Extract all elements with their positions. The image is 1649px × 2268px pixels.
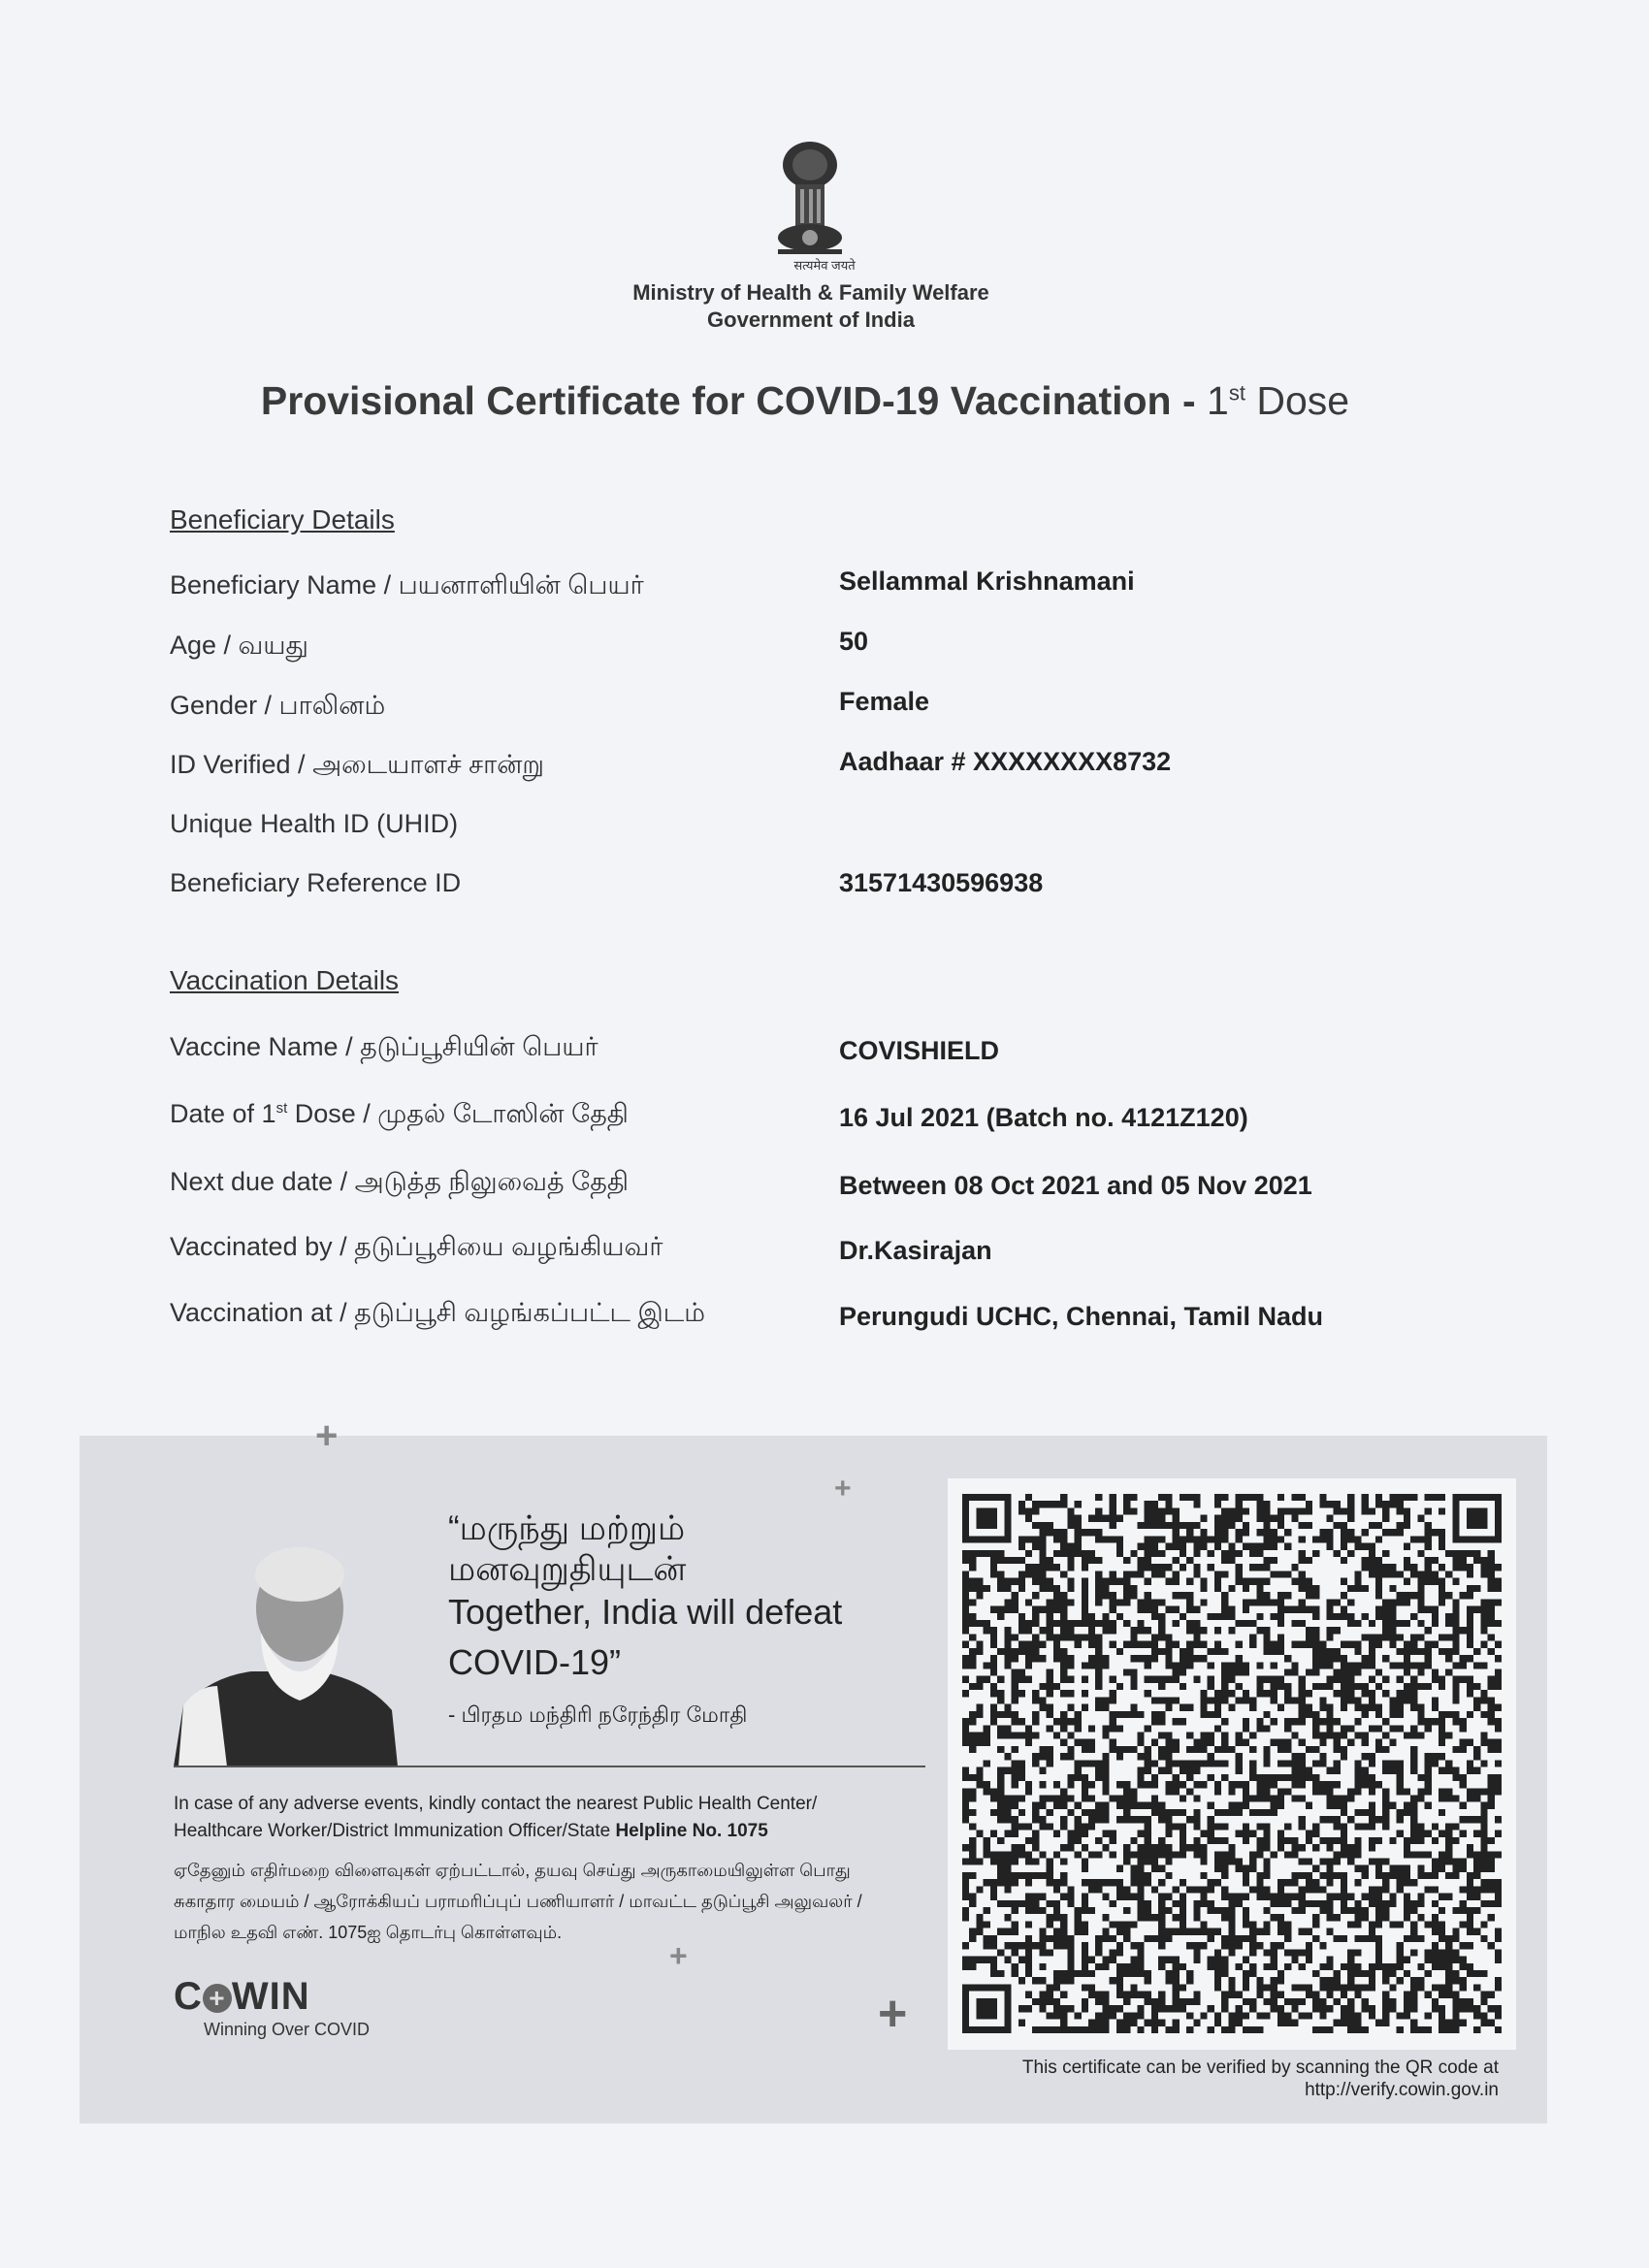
helpline-number: Helpline No. 1075 [615, 1821, 768, 1841]
vaccine-name-label: Vaccine Name / தடுப்பூசியின் பெயர் [170, 1032, 598, 1061]
vaccinated-by-label: Vaccinated by / தடுப்பூசியை வழங்கியவர் [170, 1232, 663, 1261]
verification-note [0, 2057, 1499, 2101]
plus-decoration-icon: + [834, 1473, 852, 1505]
cowin-tagline: Winning Over COVID [204, 2020, 371, 2039]
info-line: மாநில உதவி எண். 1075ஐ தொடர்பு கொள்ளவும். [174, 1923, 563, 1942]
quote-tamil-line: “மருந்து மற்றும் [448, 1509, 686, 1547]
age-value: 50 [839, 627, 869, 656]
info-line: ஏதேனும் எதிர்மறை விளைவுகள் ஏற்பட்டால், தயவு செய்து அருகாமையிலுள்ள பொது [174, 1861, 851, 1880]
divider [174, 1766, 925, 1767]
vaccination-at-value: Perungudi UCHC, Chennai, Tamil Nadu [839, 1302, 1324, 1331]
info-line [174, 1818, 930, 1845]
adverse-events-english [174, 1791, 930, 1845]
qr-code [962, 1494, 1502, 2033]
emblem-motto: सत्यमेव जयते [793, 258, 856, 273]
ministry-name: Ministry of Health & Family Welfare [632, 280, 989, 305]
government-name: Government of India [707, 308, 915, 332]
dose-suffix: st [1228, 380, 1245, 405]
gender-label: Gender / பாலினம் [170, 691, 386, 720]
beneficiary-name-value: Sellammal Krishnamani [839, 567, 1135, 596]
national-emblem-icon [766, 136, 854, 262]
adverse-events-tamil [174, 1855, 930, 1948]
prime-minister-photo [174, 1540, 398, 1766]
id-verified-label: ID Verified / அடையாளச் சான்று [170, 750, 544, 779]
qr-finder [976, 1507, 997, 1529]
reference-id-value: 31571430596938 [839, 868, 1044, 897]
qr-finder [1467, 1507, 1488, 1529]
first-dose-date-label [170, 1099, 629, 1133]
beneficiary-details-heading: Beneficiary Details [170, 504, 395, 535]
vaccinated-by-value: Dr.Kasirajan [839, 1236, 992, 1265]
plus-decoration-icon: + [878, 1986, 908, 2042]
age-label: Age / வயது [170, 631, 308, 660]
gender-value: Female [839, 687, 930, 716]
qr-finder [976, 1998, 997, 2020]
vaccination-at-label: Vaccination at / தடுப்பூசி வழங்கப்பட்ட இடம் [170, 1298, 705, 1327]
reference-id-label: Beneficiary Reference ID [170, 868, 462, 897]
quote-english [448, 1587, 842, 1688]
beneficiary-name-label: Beneficiary Name / பயனாளியின் பெயர் [170, 570, 644, 599]
label-part: Dose / முதல் டோஸின் தேதி [287, 1099, 629, 1128]
label-sup: st [275, 1100, 288, 1117]
title-main: Provisional Certificate for COVID-19 Vaccination - [260, 378, 1208, 423]
next-due-label: Next due date / அடுத்த நிலுவைத் தேதி [170, 1167, 629, 1196]
info-line: சுகாதார மையம் / ஆரோக்கியப் பராமரிப்புப் பணியாளர் / மாவட்ட தடுப்பூசி அலுவலர் / [174, 1892, 862, 1911]
quote-english-line: COVID-19” [448, 1642, 622, 1682]
quote-tamil [448, 1508, 686, 1590]
qr-code-container [948, 1478, 1516, 2050]
quote-english-line: Together, India will defeat [448, 1592, 843, 1632]
issuing-authority [0, 279, 1622, 334]
vaccination-details-heading: Vaccination Details [170, 965, 400, 995]
dose-word: Dose [1245, 378, 1350, 423]
vaccine-name-value: COVISHIELD [839, 1036, 1000, 1065]
cowin-logo-text: WIN [231, 1975, 310, 2018]
verify-line: This certificate can be verified by scanning the QR code at [1021, 2057, 1499, 2078]
dose-number: 1 [1207, 378, 1229, 423]
cowin-logo-c: C [174, 1975, 203, 2018]
cowin-logo [174, 1975, 310, 2019]
next-due-value: Between 08 Oct 2021 and 05 Nov 2021 [839, 1171, 1312, 1200]
info-line: In case of any adverse events, kindly contact the nearest Public Health Center/ [174, 1794, 818, 1814]
uhid-label: Unique Health ID (UHID) [170, 809, 459, 838]
label-part: Date of 1 [170, 1099, 276, 1128]
id-verified-value: Aadhaar # XXXXXXXX8732 [839, 747, 1172, 776]
title-dose [1207, 378, 1349, 423]
plus-decoration-icon: + [669, 1938, 688, 1973]
qr-modules [962, 1494, 1502, 2033]
cowin-plus-icon: + [203, 1984, 232, 2013]
quote-attribution: - பிரதம மந்திரி நரேந்திர மோதி [448, 1702, 748, 1727]
plus-decoration-icon: + [315, 1414, 339, 1457]
certificate-title [0, 378, 1610, 424]
verify-url: http://verify.cowin.gov.in [1305, 2080, 1499, 2100]
first-dose-date-value: 16 Jul 2021 (Batch no. 4121Z120) [839, 1103, 1248, 1132]
quote-tamil-line: மனவுறுதியுடன் [448, 1550, 687, 1588]
info-text: Healthcare Worker/District Immunization Officer/State [174, 1821, 616, 1841]
